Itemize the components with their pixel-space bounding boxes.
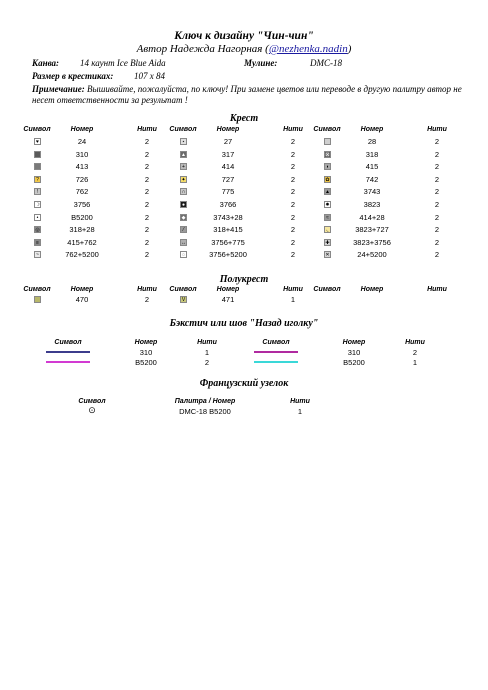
cross-symbol-icon: ✸ (325, 202, 330, 208)
cross-number: B5200 (71, 212, 93, 222)
back-strands: 2 (204, 358, 210, 367)
cross-symbol-icon: ◎ (35, 227, 40, 234)
back-header-symbol: Символ (54, 339, 82, 346)
french-knot-section-title: Французский узелок (199, 378, 289, 389)
back-header-number: Номер (134, 339, 158, 346)
cross-symbol-icon: ~ (34, 251, 41, 258)
half-header-symbol: Символ (169, 286, 197, 293)
cross-strands: 2 (434, 137, 440, 146)
cross-header-symbol: Символ (313, 126, 341, 133)
cross-symbol-icon: ◆ (181, 214, 186, 221)
cross-strands: 2 (434, 149, 440, 159)
cross-symbol-icon: ◗ (325, 164, 330, 171)
back-header-symbol: Символ (262, 339, 290, 346)
cross-header-number: Номер (360, 126, 384, 133)
cross-number: 3823 (363, 200, 381, 209)
author-prefix: Автор Надежда Нагорная ( (136, 43, 269, 55)
cross-strands: 2 (144, 200, 150, 209)
floss-label: Мулине: (244, 58, 278, 68)
half-header-number: Номер (360, 286, 384, 293)
cross-symbol-icon (34, 151, 41, 158)
cross-symbol-icon: + (180, 163, 187, 170)
cross-number: 24+5200 (357, 250, 387, 260)
cross-number: 3743+28 (213, 212, 243, 222)
cross-symbol-icon: ⁄ (180, 226, 187, 233)
half-symbol-icon (34, 296, 41, 303)
cross-symbol-icon: ≡ (34, 239, 41, 246)
cross-number: 3766 (219, 200, 237, 209)
cross-symbol-icon: ✿ (325, 176, 330, 183)
cross-strands: 2 (290, 212, 296, 222)
fk-header-palette: Палитра / Номер (174, 398, 236, 405)
half-strands: 1 (290, 295, 296, 304)
cross-symbol-icon (324, 138, 331, 145)
cross-symbol-icon: ◟ (324, 226, 331, 233)
cross-strands: 2 (144, 237, 150, 247)
cross-symbol-icon: ↔ (181, 239, 186, 246)
cross-number: 414 (221, 162, 235, 172)
cross-strands: 2 (144, 162, 150, 172)
half-header-number: Номер (70, 286, 94, 293)
cross-strands: 2 (290, 174, 296, 184)
page-title: Ключ к дизайну "Чин-чин" (174, 30, 314, 42)
fk-header-strands: Нити (290, 398, 310, 405)
cross-number: 3756 (73, 200, 91, 209)
cross-symbol-icon: ✦ (181, 176, 186, 183)
cross-symbol-icon: ∩ (181, 189, 186, 196)
backstitch-line-swatch (46, 351, 90, 353)
cross-symbol-icon: ≈ (324, 214, 331, 221)
cross-header-number: Номер (216, 126, 240, 133)
half-header-symbol: Символ (23, 286, 51, 293)
author-line (0, 43, 488, 55)
back-number: B5200 (343, 358, 365, 367)
size-label: Размер в крестиках: (32, 71, 114, 81)
canvas-label: Канва: (32, 58, 60, 68)
author-suffix: ) (347, 43, 352, 55)
cross-number: 3756+775 (211, 237, 245, 247)
cross-strands: 2 (290, 225, 296, 235)
cross-number: 27 (223, 137, 233, 146)
cross-symbol-icon: ⊠ (325, 151, 330, 158)
cross-number: 727 (221, 174, 235, 184)
cross-strands: 2 (290, 200, 296, 209)
cross-number: 742 (365, 174, 379, 184)
cross-number: 414+28 (359, 212, 385, 222)
back-number: 310 (139, 348, 153, 357)
cross-symbol-icon: ⋆ (181, 139, 186, 145)
cross-symbol-icon: • (34, 214, 41, 221)
cross-number: 3743 (363, 187, 381, 197)
cross-number: 28 (367, 137, 377, 146)
backstitch-line-swatch (46, 361, 90, 363)
back-header-strands: Нити (197, 339, 217, 346)
half-header-strands: Нити (427, 286, 447, 293)
half-cross-section-title: Полукрест (219, 274, 269, 285)
half-header-number: Номер (216, 286, 240, 293)
cross-header-symbol: Символ (169, 126, 197, 133)
cross-symbol-icon: ✚ (325, 239, 330, 246)
cross-number: 762+5200 (65, 250, 99, 260)
note-text: Вышивайте, пожалуйста, по ключу! При замене цветов или переводе в другую палитру автор не несет ответственности за результат ! (32, 84, 462, 105)
cross-number: 318+415 (213, 225, 243, 235)
cross-number: 3756+5200 (209, 250, 247, 260)
cross-header-strands: Нити (427, 126, 447, 133)
cross-header-number: Номер (70, 126, 94, 133)
cross-number: 413 (75, 162, 89, 172)
cross-number: 415 (365, 162, 379, 172)
cross-header-symbol: Символ (23, 126, 51, 133)
cross-section-title: Крест (229, 113, 259, 124)
cross-number: 24 (77, 137, 87, 146)
cross-strands: 2 (290, 149, 296, 159)
back-number: 310 (347, 348, 361, 357)
cross-strands: 2 (144, 250, 150, 260)
cross-strands: 2 (434, 200, 440, 209)
back-number: B5200 (135, 358, 157, 367)
cross-number: 3823+727 (355, 225, 389, 235)
cross-strands: 2 (144, 137, 150, 146)
cross-strands: 2 (434, 250, 440, 260)
cross-strands: 2 (434, 237, 440, 247)
cross-number: 775 (221, 187, 235, 197)
cross-header-strands: Нити (283, 126, 303, 133)
cross-strands: 2 (290, 250, 296, 260)
cross-symbol-icon: ! (34, 188, 41, 195)
half-symbol-icon: V (181, 297, 186, 303)
cross-symbol-icon (34, 163, 41, 170)
half-header-strands: Нити (137, 286, 157, 293)
cross-number: 415+762 (67, 237, 97, 247)
backstitch-line-swatch (254, 351, 298, 353)
cross-number: 726 (75, 174, 89, 184)
canvas-value: 14 каунт Ice Blue Aida (80, 58, 166, 68)
backstitch-section-title: Бэкстич или шов "Назад иголку" (169, 318, 319, 329)
cross-strands: 2 (434, 212, 440, 222)
cross-strands: 2 (434, 174, 440, 184)
half-number: 470 (75, 295, 89, 304)
back-strands: 1 (412, 358, 418, 367)
floss-value: DMC-18 (310, 58, 342, 68)
cross-number: 318 (365, 149, 379, 159)
cross-symbol-icon: ● (181, 202, 186, 208)
cross-number: 310 (75, 149, 89, 159)
cross-symbol-icon: ✕ (325, 252, 330, 259)
cross-header-strands: Нити (137, 126, 157, 133)
note (32, 84, 462, 106)
fk-palette: DMC-18 B5200 (179, 407, 231, 416)
cross-number: 3823+3756 (353, 237, 391, 247)
cross-strands: 2 (144, 212, 150, 222)
cross-strands: 2 (290, 237, 296, 247)
half-header-symbol: Символ (313, 286, 341, 293)
cross-strands: 2 (290, 137, 296, 146)
cross-symbol-icon: ? (34, 176, 41, 183)
cross-number: 318+28 (69, 225, 95, 235)
back-header-number: Номер (342, 339, 366, 346)
half-header-strands: Нити (283, 286, 303, 293)
cross-number: 317 (221, 149, 235, 159)
cross-symbol-icon: ♥ (34, 138, 41, 145)
cross-strands: 2 (144, 149, 150, 159)
note-label: Примечание: (32, 84, 85, 94)
cross-symbol-icon: ▲ (325, 189, 330, 196)
cross-strands: 2 (144, 174, 150, 184)
cross-strands: 2 (434, 225, 440, 235)
cross-strands: 2 (144, 187, 150, 197)
cross-strands: 2 (434, 162, 440, 172)
cross-strands: 2 (144, 225, 150, 235)
cross-symbol-icon: ☽ (35, 202, 40, 208)
cross-symbol-icon: ▲ (181, 151, 186, 158)
cross-strands: 2 (290, 162, 296, 172)
half-strands: 2 (144, 295, 150, 304)
cross-strands: 2 (290, 187, 296, 197)
fk-header-symbol: Символ (78, 398, 106, 405)
cross-strands: 2 (434, 187, 440, 197)
cross-number: 762 (75, 187, 89, 197)
author-link[interactable]: @nezhenka.nadin (268, 43, 348, 55)
size-value: 107 x 84 (134, 71, 165, 81)
half-number: 471 (221, 295, 235, 304)
back-header-strands: Нити (405, 339, 425, 346)
backstitch-line-swatch (254, 361, 298, 363)
back-strands: 2 (412, 348, 418, 357)
back-strands: 1 (204, 348, 210, 357)
french-knot-icon: ⊙ (88, 405, 96, 415)
fk-strands: 1 (297, 407, 303, 416)
cross-symbol-icon: ◌ (180, 251, 187, 258)
